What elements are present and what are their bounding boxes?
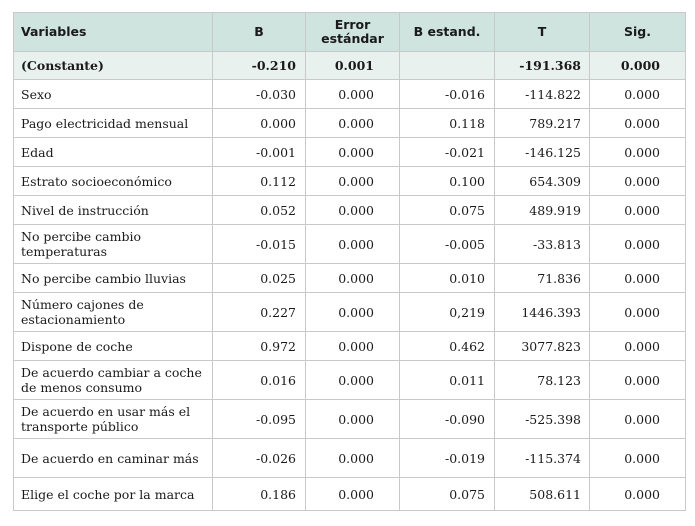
cell-error: 0.000	[306, 109, 400, 138]
cell-b: 0.000	[213, 109, 306, 138]
cell-t: -191.368	[495, 52, 590, 80]
table-row	[14, 52, 686, 80]
cell-variable: De acuerdo cambiar a coche de menos consumo	[14, 361, 213, 400]
cell-sig: 0.000	[590, 332, 686, 361]
cell-b: 0.112	[213, 167, 306, 196]
cell-error: 0.000	[306, 478, 400, 511]
cell-sig: 0.000	[590, 167, 686, 196]
cell-variable: Dispone de coche	[14, 332, 213, 361]
cell-b: -0.030	[213, 80, 306, 109]
table-row	[14, 167, 686, 196]
cell-b-std: 0,219	[400, 293, 495, 332]
header-b: B	[213, 13, 306, 52]
cell-error: 0.000	[306, 138, 400, 167]
cell-sig: 0.000	[590, 196, 686, 225]
cell-sig: 0.000	[590, 293, 686, 332]
cell-sig: 0.000	[590, 478, 686, 511]
cell-b: -0.095	[213, 400, 306, 439]
cell-t: 78.123	[495, 361, 590, 400]
cell-error: 0.000	[306, 332, 400, 361]
cell-b-std: 0.100	[400, 167, 495, 196]
cell-b-std: 0.011	[400, 361, 495, 400]
cell-b: 0.016	[213, 361, 306, 400]
cell-b-std: -0.021	[400, 138, 495, 167]
cell-sig: 0.000	[590, 109, 686, 138]
table-row	[14, 293, 686, 332]
cell-error: 0.001	[306, 52, 400, 80]
cell-b-std: 0.462	[400, 332, 495, 361]
cell-b-std: 0.075	[400, 196, 495, 225]
table-row	[14, 109, 686, 138]
header-variables: Variables	[14, 13, 213, 52]
cell-sig: 0.000	[590, 439, 686, 478]
cell-variable: De acuerdo en usar más el transporte público	[14, 400, 213, 439]
cell-sig: 0.000	[590, 138, 686, 167]
cell-t: 71.836	[495, 264, 590, 293]
cell-t: 789.217	[495, 109, 590, 138]
cell-t: -33.813	[495, 225, 590, 264]
cell-t: 489.919	[495, 196, 590, 225]
cell-variable: Pago electricidad mensual	[14, 109, 213, 138]
cell-variable: Sexo	[14, 80, 213, 109]
cell-variable: Elige el coche por la marca	[14, 478, 213, 511]
cell-t: -115.374	[495, 439, 590, 478]
cell-t: 1446.393	[495, 293, 590, 332]
table-row	[14, 361, 686, 400]
cell-sig: 0.000	[590, 225, 686, 264]
cell-variable: De acuerdo en caminar más	[14, 439, 213, 478]
cell-error: 0.000	[306, 167, 400, 196]
header-sig: Sig.	[590, 13, 686, 52]
cell-b: -0.026	[213, 439, 306, 478]
table-row	[14, 400, 686, 439]
table-row	[14, 138, 686, 167]
cell-b-std: -0.090	[400, 400, 495, 439]
table-row	[14, 225, 686, 264]
header-error: Error estándar	[306, 13, 400, 52]
cell-b-std: 0.118	[400, 109, 495, 138]
cell-variable: Estrato socioeconómico	[14, 167, 213, 196]
cell-b-std: -0.016	[400, 80, 495, 109]
table-row	[14, 196, 686, 225]
cell-b: 0.052	[213, 196, 306, 225]
cell-b: 0.972	[213, 332, 306, 361]
table-row	[14, 332, 686, 361]
cell-t: -114.822	[495, 80, 590, 109]
cell-t: 654.309	[495, 167, 590, 196]
cell-t: -525.398	[495, 400, 590, 439]
cell-error: 0.000	[306, 225, 400, 264]
cell-b: 0.025	[213, 264, 306, 293]
cell-error: 0.000	[306, 400, 400, 439]
table-row	[14, 80, 686, 109]
cell-b-std: -0.005	[400, 225, 495, 264]
cell-t: 3077.823	[495, 332, 590, 361]
table-row	[14, 264, 686, 293]
cell-variable: Edad	[14, 138, 213, 167]
cell-b-std: 0.010	[400, 264, 495, 293]
regression-table	[13, 12, 686, 511]
cell-sig: 0.000	[590, 361, 686, 400]
cell-variable: No percibe cambio lluvias	[14, 264, 213, 293]
cell-t: -146.125	[495, 138, 590, 167]
cell-b-std: -0.019	[400, 439, 495, 478]
cell-error: 0.000	[306, 264, 400, 293]
cell-error: 0.000	[306, 196, 400, 225]
header-b-std: B estand.	[400, 13, 495, 52]
cell-b: 0.186	[213, 478, 306, 511]
table-row	[14, 439, 686, 478]
cell-sig: 0.000	[590, 400, 686, 439]
cell-b-std: 0.075	[400, 478, 495, 511]
cell-b: -0.001	[213, 138, 306, 167]
cell-variable: No percibe cambio temperaturas	[14, 225, 213, 264]
cell-b: -0.210	[213, 52, 306, 80]
cell-b-std	[400, 52, 495, 80]
cell-variable: Nivel de instrucción	[14, 196, 213, 225]
cell-error: 0.000	[306, 80, 400, 109]
header-row	[14, 13, 686, 52]
cell-sig: 0.000	[590, 52, 686, 80]
cell-t: 508.611	[495, 478, 590, 511]
cell-sig: 0.000	[590, 264, 686, 293]
cell-b: -0.015	[213, 225, 306, 264]
header-t: T	[495, 13, 590, 52]
table-row	[14, 478, 686, 511]
cell-error: 0.000	[306, 361, 400, 400]
cell-sig: 0.000	[590, 80, 686, 109]
cell-variable: Número cajones de estacionamiento	[14, 293, 213, 332]
cell-error: 0.000	[306, 439, 400, 478]
cell-error: 0.000	[306, 293, 400, 332]
cell-variable: (Constante)	[14, 52, 213, 80]
cell-b: 0.227	[213, 293, 306, 332]
